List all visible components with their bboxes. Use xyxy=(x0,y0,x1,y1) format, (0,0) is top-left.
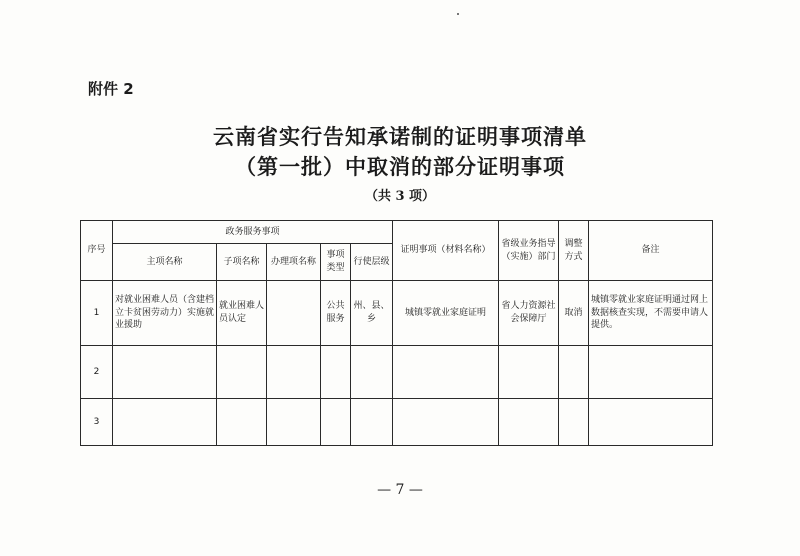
row-sub-name: 就业困难人员认定 xyxy=(217,281,267,346)
header-province-dept: 省级业务指导（实施）部门 xyxy=(499,221,559,281)
scan-speck xyxy=(457,13,459,15)
row-remarks xyxy=(589,346,713,399)
row-exercise-level xyxy=(351,399,393,446)
header-sub-name: 子项名称 xyxy=(217,244,267,281)
row-handle-name xyxy=(267,399,321,446)
row-seq: 2 xyxy=(81,346,113,399)
table-row xyxy=(81,281,713,346)
row-province-dept xyxy=(499,346,559,399)
table-row xyxy=(81,399,713,446)
row-province-dept: 省人力资源社会保障厅 xyxy=(499,281,559,346)
row-proof-item xyxy=(393,399,499,446)
row-item-type: 公共服务 xyxy=(321,281,351,346)
document-title-line1: 云南省实行告知承诺制的证明事项清单 xyxy=(213,124,587,149)
row-adjust-method xyxy=(559,346,589,399)
header-seq: 序号 xyxy=(81,221,113,281)
page-number: — 7 — xyxy=(377,482,423,498)
row-main-name xyxy=(113,346,217,399)
table-header-row xyxy=(81,221,713,244)
row-handle-name xyxy=(267,281,321,346)
item-count: （共 3 项） xyxy=(364,189,436,204)
row-main-name: 对就业困难人员（含建档立卡贫困劳动力）实施就业援助 xyxy=(113,281,217,346)
row-main-name xyxy=(113,399,217,446)
row-seq: 1 xyxy=(81,281,113,346)
proof-items-table xyxy=(80,220,713,446)
row-exercise-level: 州、县、乡 xyxy=(351,281,393,346)
header-adjust-method: 调整方式 xyxy=(559,221,589,281)
row-sub-name xyxy=(217,346,267,399)
row-handle-name xyxy=(267,346,321,399)
header-gov-group: 政务服务事项 xyxy=(113,221,393,244)
row-proof-item: 城镇零就业家庭证明 xyxy=(393,281,499,346)
header-remarks: 备注 xyxy=(589,221,713,281)
row-province-dept xyxy=(499,399,559,446)
row-sub-name xyxy=(217,399,267,446)
row-adjust-method xyxy=(559,399,589,446)
row-exercise-level xyxy=(351,346,393,399)
row-seq: 3 xyxy=(81,399,113,446)
row-remarks xyxy=(589,399,713,446)
header-item-type: 事项类型 xyxy=(321,244,351,281)
row-adjust-method: 取消 xyxy=(559,281,589,346)
header-main-name: 主项名称 xyxy=(113,244,217,281)
row-proof-item xyxy=(393,346,499,399)
header-exercise-level: 行使层级 xyxy=(351,244,393,281)
table-row xyxy=(81,346,713,399)
row-remarks: 城镇零就业家庭证明通过网上数据核查实现，不需要申请人提供。 xyxy=(589,281,713,346)
header-handle-name: 办理项名称 xyxy=(267,244,321,281)
row-item-type xyxy=(321,346,351,399)
header-proof-item: 证明事项（材料名称） xyxy=(393,221,499,281)
row-item-type xyxy=(321,399,351,446)
attachment-label: 附件 2 xyxy=(88,80,134,98)
document-title-line2: （第一批）中取消的部分证明事项 xyxy=(235,154,565,179)
